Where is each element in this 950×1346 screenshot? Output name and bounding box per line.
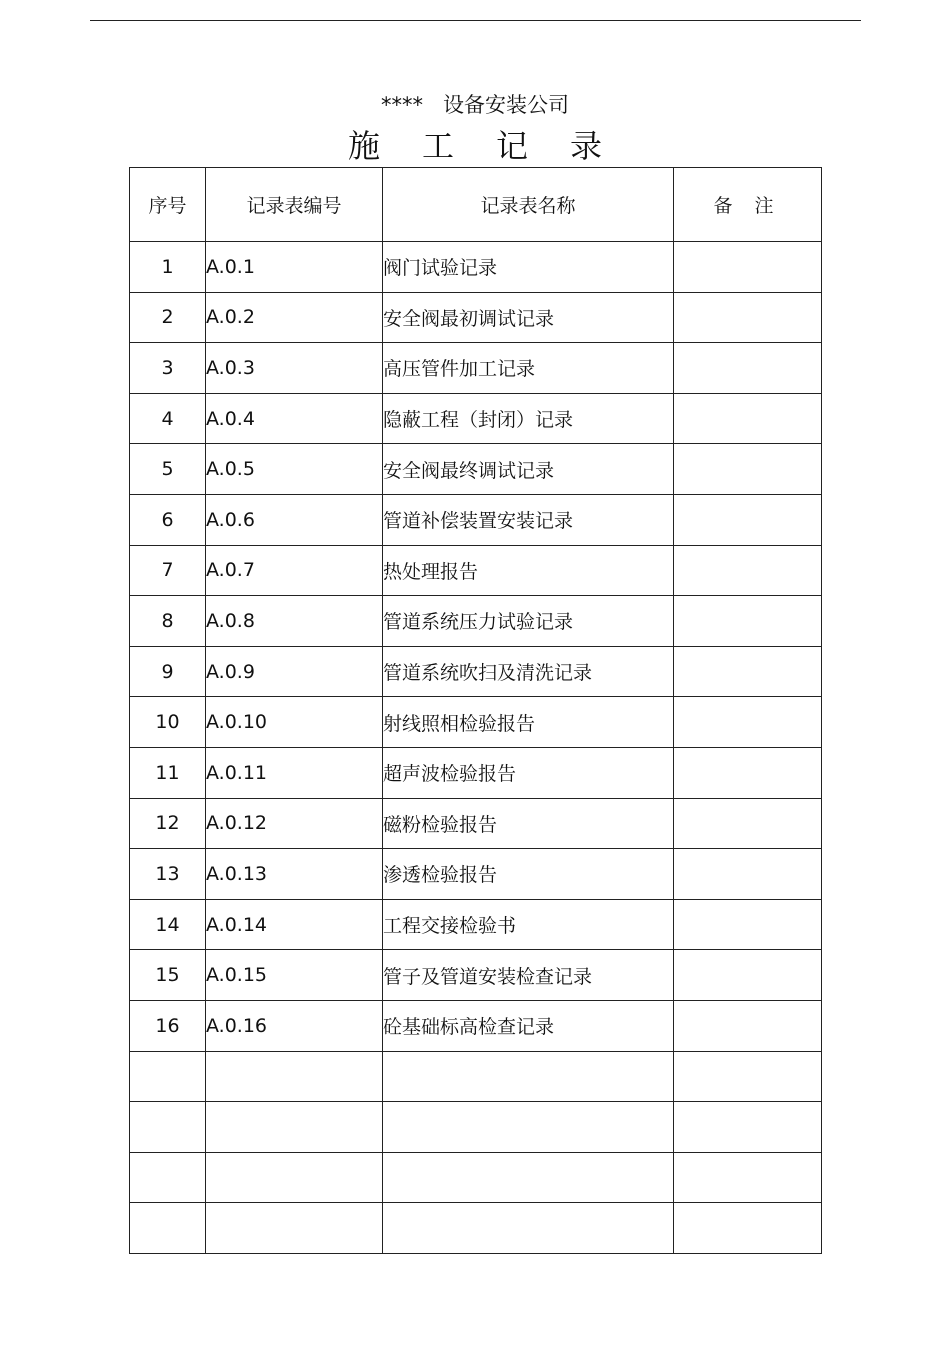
column-header-remark: 备 注 <box>674 168 822 242</box>
cell-seq: 14 <box>130 899 206 950</box>
cell-code: A.0.5 <box>206 444 383 495</box>
table-row <box>130 849 822 900</box>
cell-code: A.0.16 <box>206 1000 383 1051</box>
cell-code: A.0.6 <box>206 494 383 545</box>
cell-name: 管道补偿装置安装记录 <box>383 494 674 545</box>
cell-seq: 7 <box>130 545 206 596</box>
table-row <box>130 1000 822 1051</box>
cell-seq: 1 <box>130 242 206 293</box>
cell-seq <box>130 1102 206 1153</box>
cell-name: 射线照相检验报告 <box>383 697 674 748</box>
cell-name: 管子及管道安装检查记录 <box>383 950 674 1001</box>
cell-seq: 3 <box>130 343 206 394</box>
table-row <box>130 242 822 293</box>
cell-name <box>383 1051 674 1102</box>
table-row <box>130 798 822 849</box>
company-name: **** 设备安装公司 <box>380 93 570 117</box>
table-row <box>130 950 822 1001</box>
cell-name <box>383 1152 674 1203</box>
cell-code: A.0.13 <box>206 849 383 900</box>
column-header-seq: 序号 <box>130 168 206 242</box>
table-row <box>130 646 822 697</box>
cell-remark <box>674 1051 822 1102</box>
cell-seq: 15 <box>130 950 206 1001</box>
cell-name: 超声波检验报告 <box>383 747 674 798</box>
cell-remark <box>674 393 822 444</box>
table-row <box>130 343 822 394</box>
table-row <box>130 444 822 495</box>
cell-remark <box>674 343 822 394</box>
cell-seq: 4 <box>130 393 206 444</box>
cell-seq: 12 <box>130 798 206 849</box>
table-row <box>130 899 822 950</box>
cell-remark <box>674 646 822 697</box>
table-body <box>130 242 822 1254</box>
cell-remark <box>674 1000 822 1051</box>
cell-code <box>206 1051 383 1102</box>
cell-code: A.0.2 <box>206 292 383 343</box>
cell-name: 安全阀最终调试记录 <box>383 444 674 495</box>
cell-remark <box>674 747 822 798</box>
table-row <box>130 393 822 444</box>
cell-remark <box>674 798 822 849</box>
cell-name: 隐蔽工程（封闭）记录 <box>383 393 674 444</box>
cell-code: A.0.10 <box>206 697 383 748</box>
cell-code: A.0.3 <box>206 343 383 394</box>
cell-remark <box>674 494 822 545</box>
header-rule <box>90 20 861 21</box>
cell-remark <box>674 1102 822 1153</box>
table-row <box>130 1203 822 1254</box>
cell-name: 磁粉检验报告 <box>383 798 674 849</box>
cell-remark <box>674 596 822 647</box>
cell-code <box>206 1152 383 1203</box>
cell-seq: 5 <box>130 444 206 495</box>
records-table <box>129 167 822 1254</box>
cell-name: 阀门试验记录 <box>383 242 674 293</box>
cell-code: A.0.1 <box>206 242 383 293</box>
cell-remark <box>674 292 822 343</box>
cell-name <box>383 1203 674 1254</box>
cell-name: 工程交接检验书 <box>383 899 674 950</box>
cell-remark <box>674 697 822 748</box>
cell-name: 渗透检验报告 <box>383 849 674 900</box>
cell-name: 管道系统压力试验记录 <box>383 596 674 647</box>
cell-seq: 2 <box>130 292 206 343</box>
cell-seq <box>130 1051 206 1102</box>
cell-code: A.0.9 <box>206 646 383 697</box>
table-row <box>130 292 822 343</box>
cell-name: 高压管件加工记录 <box>383 343 674 394</box>
cell-code: A.0.14 <box>206 899 383 950</box>
column-header-name: 记录表名称 <box>383 168 674 242</box>
document-title: 施工记录 <box>347 127 644 165</box>
cell-name: 热处理报告 <box>383 545 674 596</box>
cell-seq <box>130 1152 206 1203</box>
table-row <box>130 747 822 798</box>
cell-seq: 11 <box>130 747 206 798</box>
table-row <box>130 1102 822 1153</box>
table-row <box>130 545 822 596</box>
cell-code: A.0.7 <box>206 545 383 596</box>
cell-remark <box>674 950 822 1001</box>
cell-code <box>206 1203 383 1254</box>
table-row <box>130 494 822 545</box>
cell-code: A.0.12 <box>206 798 383 849</box>
cell-seq <box>130 1203 206 1254</box>
cell-seq: 8 <box>130 596 206 647</box>
header-row <box>130 168 822 242</box>
cell-seq: 6 <box>130 494 206 545</box>
cell-code: A.0.15 <box>206 950 383 1001</box>
table-row <box>130 596 822 647</box>
cell-remark <box>674 444 822 495</box>
cell-seq: 9 <box>130 646 206 697</box>
table-row <box>130 697 822 748</box>
cell-remark <box>674 849 822 900</box>
cell-code: A.0.4 <box>206 393 383 444</box>
cell-remark <box>674 242 822 293</box>
cell-remark <box>674 1152 822 1203</box>
cell-code: A.0.8 <box>206 596 383 647</box>
cell-remark <box>674 1203 822 1254</box>
cell-name: 安全阀最初调试记录 <box>383 292 674 343</box>
cell-seq: 10 <box>130 697 206 748</box>
cell-code: A.0.11 <box>206 747 383 798</box>
cell-remark <box>674 899 822 950</box>
column-header-code: 记录表编号 <box>206 168 383 242</box>
cell-remark <box>674 545 822 596</box>
table-row <box>130 1051 822 1102</box>
table-row <box>130 1152 822 1203</box>
table-header <box>130 168 822 242</box>
cell-name <box>383 1102 674 1153</box>
cell-name: 砼基础标高检查记录 <box>383 1000 674 1051</box>
cell-seq: 13 <box>130 849 206 900</box>
cell-code <box>206 1102 383 1153</box>
cell-seq: 16 <box>130 1000 206 1051</box>
cell-name: 管道系统吹扫及清洗记录 <box>383 646 674 697</box>
